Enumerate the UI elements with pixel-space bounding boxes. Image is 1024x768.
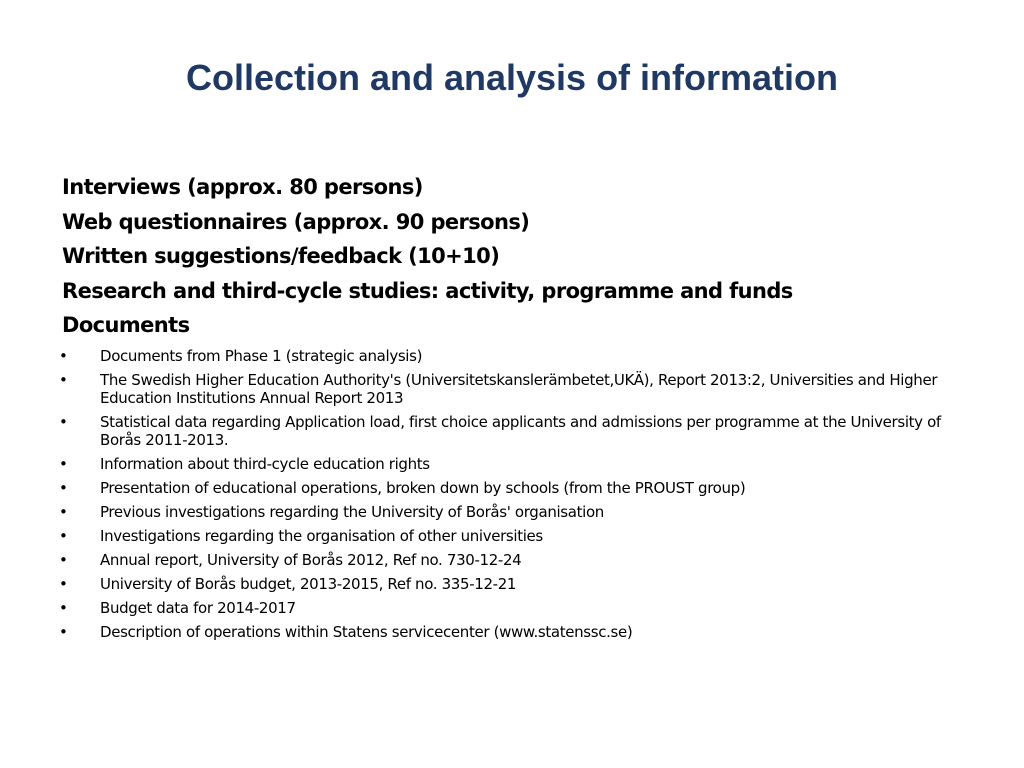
list-item-text: Budget data for 2014-2017 <box>100 598 296 617</box>
list-item <box>59 370 950 407</box>
list-item <box>59 478 950 497</box>
heading-research: Research and third-cycle studies: activity, programme and funds <box>62 278 793 303</box>
bullet-icon: • <box>59 598 68 617</box>
list-item <box>59 574 950 593</box>
list-item <box>59 622 950 641</box>
list-item-text: Description of operations within Statens servicecenter (www.statenssc.se) <box>100 622 633 641</box>
list-item <box>59 502 950 521</box>
bullet-icon: • <box>59 622 68 641</box>
bullet-icon: • <box>59 574 68 593</box>
list-item <box>59 346 950 365</box>
heading-documents: Documents <box>62 313 190 337</box>
heading-interviews: Interviews (approx. 80 persons) <box>62 175 423 199</box>
list-item <box>59 598 950 617</box>
bullet-icon: • <box>59 370 68 389</box>
list-item-text: Documents from Phase 1 (strategic analysis) <box>100 346 423 365</box>
list-item-text: Annual report, University of Borås 2012, Ref no. 730-12-24 <box>100 550 522 569</box>
list-item-text: Presentation of educational operations, broken down by schools (from the PROUST group) <box>100 478 746 497</box>
slide-title: Collection and analysis of information <box>185 57 839 98</box>
list-item <box>59 526 950 545</box>
list-item-text: Investigations regarding the organisation of other universities <box>100 526 543 545</box>
bullet-icon: • <box>59 550 68 569</box>
list-item-text: Information about third-cycle education rights <box>100 454 430 473</box>
list-item <box>59 454 950 473</box>
list-item <box>59 412 950 449</box>
heading-written-suggestions: Written suggestions/feedback (10+10) <box>62 244 500 268</box>
list-item-text: Previous investigations regarding the University of Borås' organisation <box>100 502 604 521</box>
bullet-icon: • <box>59 526 68 545</box>
heading-list <box>62 170 962 343</box>
bullet-icon: • <box>59 478 68 497</box>
slide-content <box>59 170 962 647</box>
list-item-text: The Swedish Higher Education Authority's (Universitetskanslerämbetet,UKÄ), Report 2013:2, Universities and Higher Education Institutions Annual Report 2013 <box>100 370 938 407</box>
bullet-icon: • <box>59 454 68 473</box>
bullet-icon: • <box>59 412 68 431</box>
bullet-icon: • <box>59 502 68 521</box>
list-item-text: University of Borås budget, 2013-2015, Ref no. 335-12-21 <box>100 574 517 593</box>
documents-list <box>59 346 962 641</box>
list-item <box>59 550 950 569</box>
bullet-icon: • <box>59 346 68 365</box>
list-item-text: Statistical data regarding Application load, first choice applicants and admissions per programme at the University of Borås 2011-2013. <box>100 412 941 449</box>
heading-web-questionnaires: Web questionnaires (approx. 90 persons) <box>62 209 530 234</box>
